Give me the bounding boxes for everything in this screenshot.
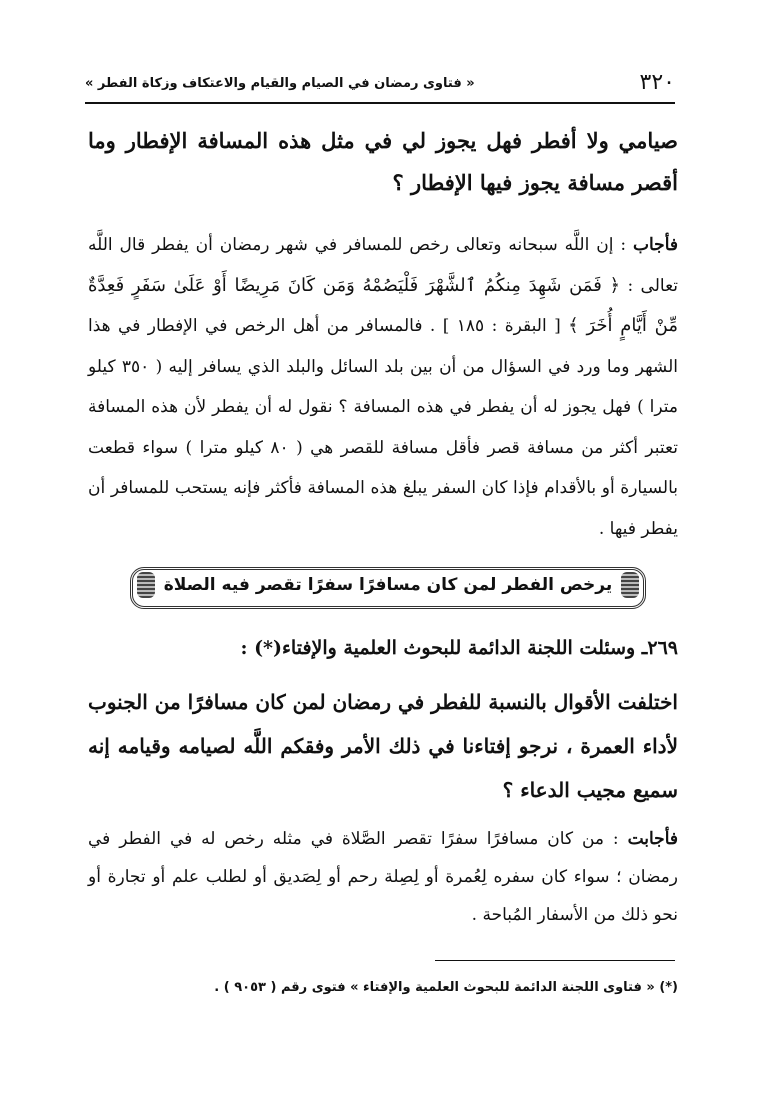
quran-verse: ﴿ فَمَن شَهِدَ مِنكُمُ ٱلشَّهْرَ فَلْيَصُمْهُ وَمَن كَانَ مَرِيضًا أَوْ عَلَىٰ سَفَرٍ فَعِدَّةٌ مِّنْ أَيَّامٍ أُخَرَ ﴾: [88, 274, 678, 336]
verse-reference: [ البقرة : ١٨٥ ]: [435, 316, 569, 336]
banner-ornament-right-icon: [621, 572, 639, 598]
question-2-heading: ٢٦٩ـ وسئلت اللجنة الدائمة للبحوث العلمية والإفتاء(*) :: [240, 637, 678, 659]
page-header: [85, 70, 675, 98]
answer-2-text: : من كان مسافرًا سفرًا تقصر الصَّلاة في مثله رخص له في الفطر في رمضان ؛ سواء كان سفره لِعُمرة أو لِصِلة رحم أو لِصَديق أو لطلب علم أو تجارة أو نحو ذلك من الأسفار المُباحة .: [88, 829, 678, 925]
running-title: « فتاوى رمضان في الصيام والقيام والاعتكاف وزكاة الفطر »: [85, 76, 475, 91]
banner-ornament-left-icon: [137, 572, 155, 598]
section-banner-title: يرخص الفطر لمن كان مسافرًا سفرًا تقصر فيه الصلاة: [163, 575, 613, 595]
answer-1-lead: فأجاب: [633, 235, 678, 255]
question-1-text: صيامي ولا أفطر فهل يجوز لي في مثل هذه المسافة الإفطار وما أقصر مسافة يجوز فيها الإفطار ؟: [88, 128, 678, 195]
question-2-text: اختلفت الأقوال بالنسبة للفطر في رمضان لمن كان مسافرًا من الجنوب لأداء العمرة ، نرجو إفتاءنا في ذلك الأمر وفقكم اللَّه لصيامه وقيامه إنه سميع مجيب الدعاء ؟: [88, 690, 678, 802]
page-number: ٣٢٠: [639, 70, 675, 95]
answer-2-lead: فأجابت: [627, 829, 678, 849]
footnote-divider: [435, 960, 675, 961]
answer-1: [88, 225, 678, 549]
answer-2: [88, 820, 678, 934]
footnote: (*) « فتاوى اللجنة الدائمة للبحوث العلمية والإفتاء » فتوى رقم ( ٩٠٥٣ ) .: [214, 980, 678, 995]
answer-1-part1: : إن اللَّه سبحانه وتعالى رخص للمسافر في شهر رمضان أن يفطر قال اللَّه تعالى :: [88, 235, 679, 296]
answer-1-part2: . فالمسافر من أهل الرخص في الإفطار في هذا الشهر وما ورد في السؤال من أن بين بلد السائل والبلد الذي يسافر إليه ( ٣٥٠ كيلو مترا ) فهل يجوز له أن يفطر في هذه المسافة ؟ نقول له أن يفطر لأن هذه المسافة تعتبر أكثر من مسافة قصر فأقل مسافة للقصر هي ( ٨٠ كيلو مترا ) سواء قطعت بالسيارة أو بالأقدام فإذا كان السفر يبلغ هذه المسافة فأكثر فإنه يستحب للمسافر أن يفطر فيها .: [88, 316, 678, 539]
section-banner: [130, 567, 646, 609]
header-divider: [85, 102, 675, 104]
